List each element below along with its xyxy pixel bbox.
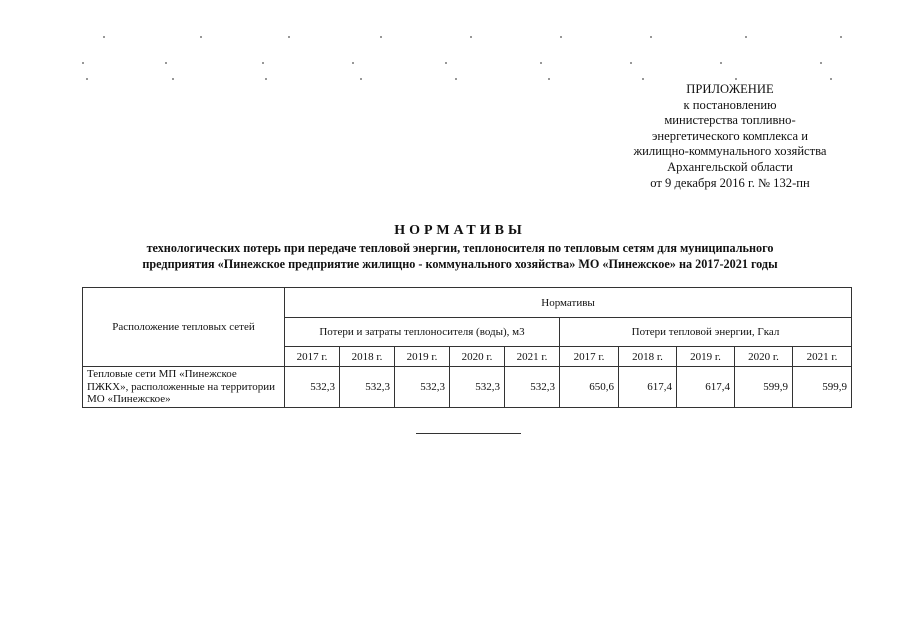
scan-dot xyxy=(200,36,202,38)
year-header: 2020 г. xyxy=(735,347,793,367)
document-title xyxy=(60,222,860,272)
header-heat-losses: Потери тепловой энергии, Гкал xyxy=(560,318,852,347)
scan-dot xyxy=(560,36,562,38)
appendix-heading: ПРИЛОЖЕНИЕ xyxy=(686,82,774,96)
scan-dot xyxy=(445,62,447,64)
scan-noise-dots xyxy=(0,0,905,90)
scan-dot xyxy=(540,62,542,64)
end-separator-line xyxy=(416,433,521,434)
heat-value-cell: 617,4 xyxy=(619,367,677,408)
appendix-line: министерства топливно- xyxy=(664,113,796,128)
appendix-line: энергетического комплекса и xyxy=(652,128,808,143)
scan-dot xyxy=(830,78,832,80)
scan-dot xyxy=(630,62,632,64)
year-header: 2017 г. xyxy=(285,347,340,367)
heat-value-cell: 650,6 xyxy=(560,367,619,408)
water-value-cell: 532,3 xyxy=(450,367,505,408)
year-header: 2018 г. xyxy=(619,347,677,367)
scan-dot xyxy=(745,36,747,38)
location-cell: Тепловые сети МП «Пинежское ПЖКХ», расположенные на территории МО «Пинежское» xyxy=(83,367,285,408)
header-norms: Нормативы xyxy=(285,288,852,318)
scan-dot xyxy=(735,78,737,80)
scan-dot xyxy=(288,36,290,38)
year-header: 2017 г. xyxy=(560,347,619,367)
scan-dot xyxy=(840,36,842,38)
water-value-cell: 532,3 xyxy=(395,367,450,408)
scan-dot xyxy=(82,62,84,64)
water-value-cell: 532,3 xyxy=(285,367,340,408)
scan-dot xyxy=(360,78,362,80)
year-header: 2021 г. xyxy=(793,347,852,367)
appendix-line: к постановлению xyxy=(683,97,777,112)
appendix-date-line: от 9 декабря 2016 г. № 132-пн xyxy=(650,175,810,190)
appendix-block xyxy=(600,82,860,191)
appendix-line: Архангельской области xyxy=(667,159,793,174)
scan-dot xyxy=(380,36,382,38)
appendix-line: жилищно-коммунального хозяйства xyxy=(633,144,827,159)
title-main: НОРМАТИВЫ xyxy=(394,223,526,238)
heat-value-cell: 599,9 xyxy=(793,367,852,408)
scan-dot xyxy=(103,36,105,38)
scan-dot xyxy=(470,36,472,38)
scan-dot xyxy=(172,78,174,80)
year-header: 2019 г. xyxy=(677,347,735,367)
scan-dot xyxy=(650,36,652,38)
table-data-row xyxy=(83,367,852,408)
header-location: Расположение тепловых сетей xyxy=(83,288,285,367)
scan-dot xyxy=(455,78,457,80)
scan-dot xyxy=(352,62,354,64)
year-header: 2018 г. xyxy=(340,347,395,367)
title-subtitle-line-1: технологических потерь при передаче тепловой энергии, теплоносителя по тепловым сетям для муниципального xyxy=(146,241,774,255)
header-water-losses: Потери и затраты теплоносителя (воды), м3 xyxy=(285,318,560,347)
scan-dot xyxy=(642,78,644,80)
water-value-cell: 532,3 xyxy=(505,367,560,408)
scan-dot xyxy=(86,78,88,80)
scan-dot xyxy=(548,78,550,80)
scan-dot xyxy=(165,62,167,64)
table-header-row xyxy=(83,288,852,318)
scan-dot xyxy=(262,62,264,64)
scan-dot xyxy=(820,62,822,64)
water-value-cell: 532,3 xyxy=(340,367,395,408)
year-header: 2020 г. xyxy=(450,347,505,367)
scan-dot xyxy=(720,62,722,64)
year-header: 2019 г. xyxy=(395,347,450,367)
title-subtitle-line-2: предприятия «Пинежское предприятие жилищно - коммунального хозяйства» МО «Пинежское» на 2017-2021 годы xyxy=(142,257,778,271)
norms-table xyxy=(82,287,852,408)
heat-value-cell: 617,4 xyxy=(677,367,735,408)
scan-dot xyxy=(265,78,267,80)
year-header: 2021 г. xyxy=(505,347,560,367)
heat-value-cell: 599,9 xyxy=(735,367,793,408)
